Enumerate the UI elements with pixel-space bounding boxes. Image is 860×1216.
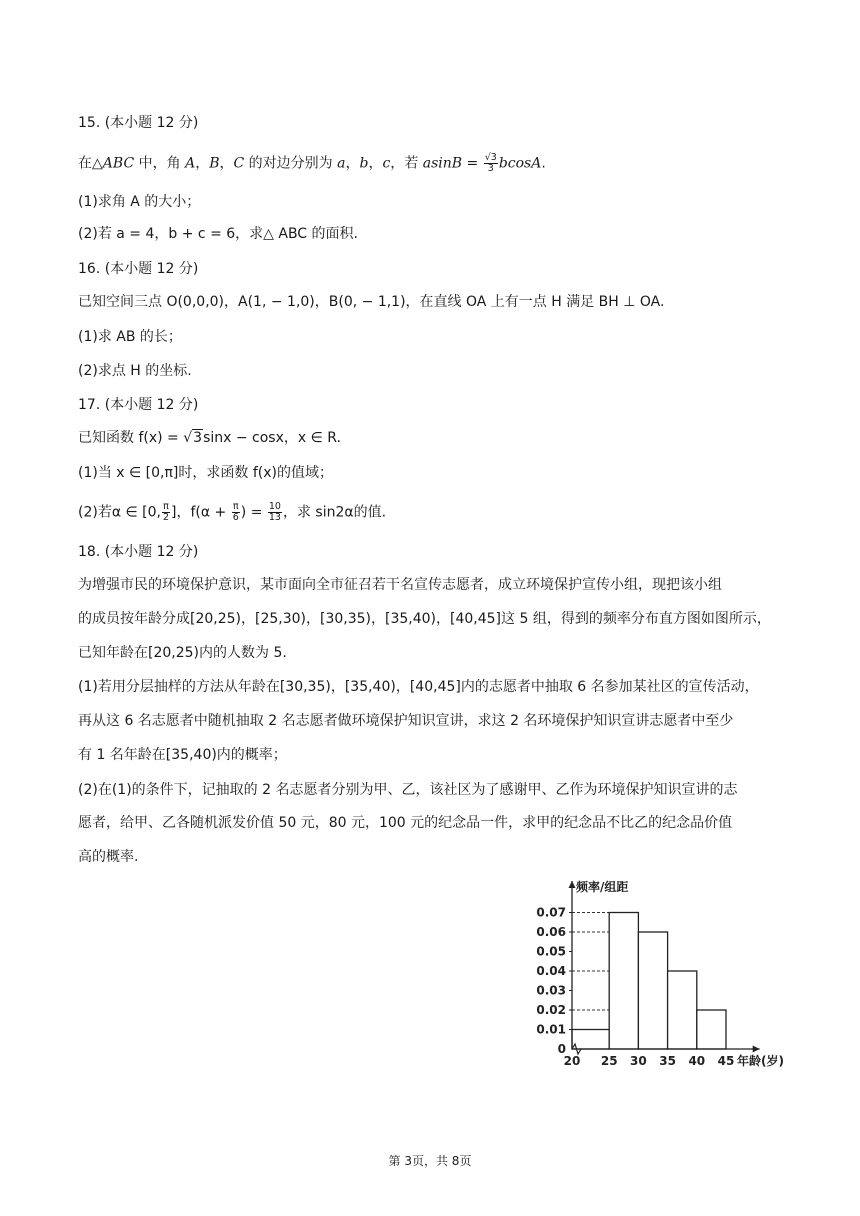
histogram-bar (668, 971, 697, 1049)
y-tick-label: 0.06 (536, 925, 566, 939)
histogram-bar (638, 932, 667, 1049)
q17-stem: 已知函数 f(x) = √3sinx − cosx，x ∈ R. (78, 430, 341, 446)
q15-part2: (2)若 a = 4，b + c = 6，求△ ABC 的面积. (78, 226, 358, 242)
q17-part1: (1)当 x ∈ [0,π]时，求函数 f(x)的值域； (78, 465, 333, 481)
q16-part2: (2)求点 H 的坐标. (78, 363, 192, 379)
x-tick-label: 20 (563, 1054, 581, 1068)
y-axis-title: 频率/组距 (576, 880, 629, 894)
q15-header: 15. (本小题 12 分) (78, 115, 199, 131)
page-footer: 第 3页，共 8页 (388, 1154, 472, 1168)
x-tick-label: 30 (630, 1054, 647, 1068)
q18-line-5: 再从这 6 名志愿者中随机抽取 2 名志愿者做环境保护知识宣讲，求这 2 名环境保护知识宣讲志愿者中至少 (78, 713, 734, 729)
y-tick-label: 0.05 (536, 944, 566, 959)
y-tick-label: 0.04 (536, 964, 566, 978)
q18-header: 18. (本小题 12 分) (78, 544, 199, 560)
frequency-histogram (536, 866, 796, 1074)
pi-over-2-fraction: $\frac{\pi}{2}$ (162, 501, 170, 523)
x-tick-label: 35 (659, 1054, 676, 1068)
q17-header: 17. (本小题 12 分) (78, 397, 199, 413)
x-tick-label: 25 (600, 1054, 618, 1068)
y-axis-arrow (569, 881, 576, 888)
q18-line-9: 高的概率. (78, 849, 139, 865)
y-tick-label: 0.03 (536, 983, 566, 998)
q16-stem: 已知空间三点 O(0,0,0)，A(1, − 1,0)，B(0, − 1,1)，在直线 OA 上有一点 H 满足 BH ⊥ OA. (78, 294, 665, 310)
origin-label: 0 (557, 1042, 566, 1056)
q18-line-4: (1)若用分层抽样的方法从年龄在[30,35)，[35,40)，[40,45]内的志愿者中抽取 6 名参加某社区的宣传活动， (78, 679, 759, 695)
y-tick-label: 0.07 (536, 905, 566, 920)
x-axis-arrow (753, 1046, 760, 1053)
histogram-bar (697, 1010, 726, 1049)
q18-line-8: 愿者，给甲、乙各随机派发价值 50 元，80 元，100 元的纪念品一件，求甲的纪念品不比乙的纪念品价值 (78, 815, 733, 831)
q16-header: 16. (本小题 12 分) (78, 261, 199, 277)
q17-part2: (2)若α ∈ [0, $\frac{\pi}{2}$ ]，f(α + $\frac{\pi}{6}$ ) = $\frac{10}{13}$ ，求 sin2α的值. (78, 501, 387, 523)
histogram-bar (609, 913, 638, 1050)
y-tick-label: 0.02 (536, 1003, 566, 1017)
histogram-bar (572, 1030, 609, 1050)
q18-line-1: 为增强市民的环境保护意识，某市面向全市征召若干名宣传志愿者，成立环境保护宣传小组，现把该小组 (78, 577, 722, 593)
q18-line-2: 的成员按年龄分成[20,25)，[25,30)，[30,35)，[35,40)，[40,45]这 5 组，得到的频率分布直方图如图所示， (78, 611, 771, 627)
x-tick-label: 40 (688, 1054, 706, 1068)
q18-line-7: (2)在(1)的条件下，记抽取的 2 名志愿者分别为甲、乙，该社区为了感谢甲、乙作为环境保护知识宣讲的志 (78, 782, 738, 798)
sqrt3-over-3-fraction: $\frac{√3}{3}$ (484, 152, 497, 174)
x-axis-title: 年龄(岁) (737, 1054, 784, 1068)
q16-part1: (1)求 AB 的长； (78, 329, 182, 345)
q15-part1: (1)求角 A 的大小； (78, 194, 201, 210)
q15-stem: 在△ABC 中，角 A，B，C 的对边分别为 a，b，c，若 asinB = $\frac{√3}{3}$ bcosA. (78, 152, 546, 174)
ten-over-thirteen-fraction: $\frac{10}{13}$ (268, 501, 281, 523)
x-tick-label: 45 (717, 1054, 735, 1068)
q18-line-3: 已知年龄在[20,25)内的人数为 5. (78, 645, 287, 661)
pi-over-6-fraction: $\frac{\pi}{6}$ (232, 501, 239, 523)
y-tick-label: 0.01 (536, 1022, 566, 1037)
q18-line-6: 有 1 名年龄在[35,40)内的概率； (78, 747, 287, 763)
